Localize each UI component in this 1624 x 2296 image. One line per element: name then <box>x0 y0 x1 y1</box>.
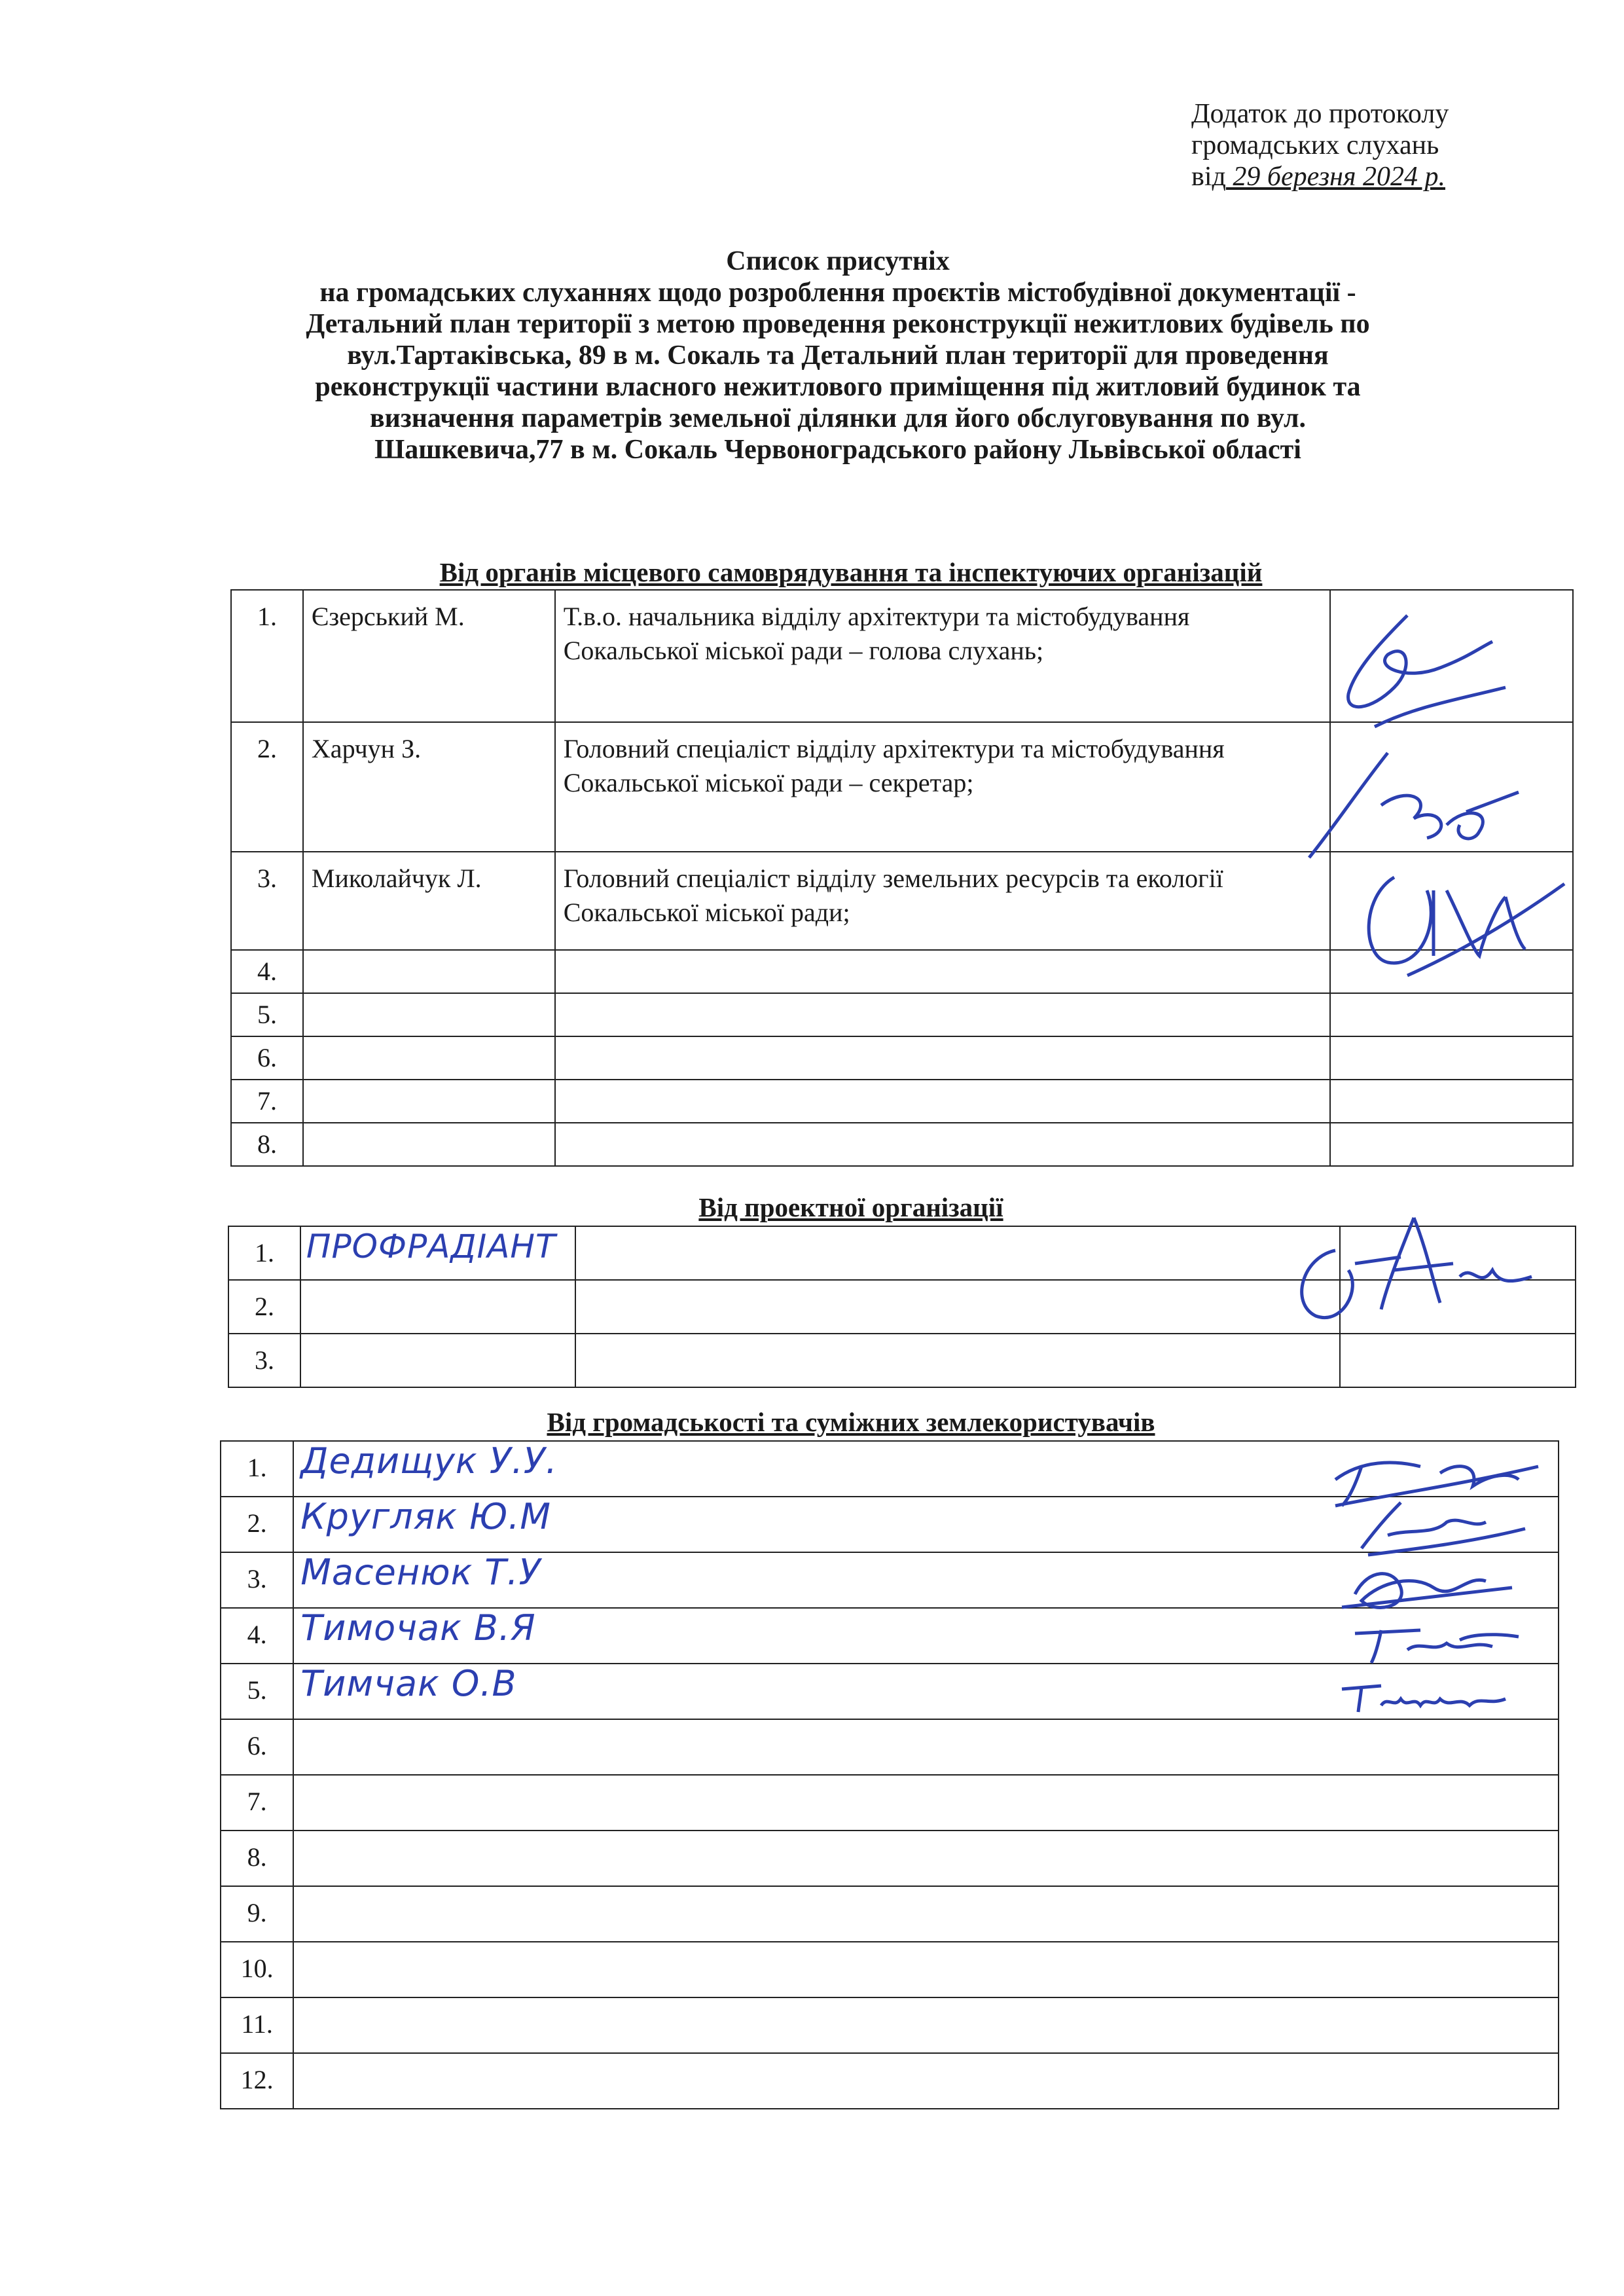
title-line-3: Детальний план території з метою проведення реконструкції нежитлових будівель по <box>306 309 1370 339</box>
attendee-name: Харчун З. <box>303 722 555 852</box>
row-number: 1. <box>231 590 303 722</box>
title-line-6: визначення параметрів земельної ділянки для його обслуговування по вул. <box>369 403 1307 433</box>
attendee-name <box>303 950 555 993</box>
attendee-name <box>300 1334 575 1387</box>
signature-kruhlyak <box>1342 1496 1538 1561</box>
handwritten-name: Кругляк Ю.М <box>300 1496 552 1537</box>
row-number: 7. <box>221 1775 293 1831</box>
handwritten-name: Дедищук У.У. <box>300 1440 558 1482</box>
table-row <box>221 1997 1559 2053</box>
signature-masenyuk <box>1329 1555 1525 1617</box>
header-date: 29 березня 2024 р. <box>1225 162 1445 192</box>
title-line-1: Список присутніх <box>726 246 950 276</box>
table-row <box>221 1886 1559 1942</box>
title-line-7: Шашкевича,77 в м. Сокаль Червоноградського району Львівської області <box>374 435 1301 465</box>
attendee-position <box>555 1036 1331 1080</box>
row-number: 9. <box>221 1886 293 1942</box>
document-title <box>216 246 1460 465</box>
table-row <box>231 993 1573 1036</box>
signature-design-org <box>1283 1192 1545 1336</box>
table-row <box>221 1942 1559 1997</box>
attendee-name <box>293 1997 1559 2053</box>
row-number: 3. <box>231 852 303 950</box>
attendee-name <box>293 2053 1559 2109</box>
attendee-name: Миколайчук Л. <box>303 852 555 950</box>
attendee-name <box>303 1080 555 1123</box>
signature-cell <box>1330 1123 1573 1166</box>
handwritten-name: Масенюк Т.У <box>300 1552 541 1593</box>
header-line-3 <box>1191 161 1449 192</box>
row-number: 5. <box>231 993 303 1036</box>
header-line-1: Додаток до протоколу <box>1191 99 1449 129</box>
section-3-heading: Від громадськості та суміжних землекористувачів <box>547 1407 1155 1437</box>
position-cell <box>575 1280 1341 1334</box>
signature-cell <box>1330 1080 1573 1123</box>
handwritten-name: Тимочак В.Я <box>300 1607 536 1649</box>
table-row <box>221 2053 1559 2109</box>
attendee-position <box>555 950 1331 993</box>
attendee-name <box>293 1942 1559 1997</box>
row-number: 1. <box>221 1441 293 1497</box>
position-cell <box>575 1334 1341 1387</box>
attendee-position: Головний спеціаліст відділу архітектури та містобудування Сокальської міської ради – секретар; <box>555 722 1331 852</box>
table-row <box>231 1080 1573 1123</box>
table-row <box>221 1831 1559 1886</box>
attendee-name <box>303 1036 555 1080</box>
attendee-name <box>293 1831 1559 1886</box>
signature-tymochak-v <box>1342 1614 1525 1669</box>
table-row <box>231 1036 1573 1080</box>
attendee-position <box>555 1123 1331 1166</box>
header-date-prefix: від <box>1191 162 1226 192</box>
attendee-position <box>555 993 1331 1036</box>
row-number: 10. <box>221 1942 293 1997</box>
signature-cell <box>1330 1036 1573 1080</box>
attendee-name <box>293 1719 1559 1775</box>
attendee-name <box>303 1123 555 1166</box>
row-number: 6. <box>231 1036 303 1080</box>
row-number: 6. <box>221 1719 293 1775</box>
signature-cell <box>1330 993 1573 1036</box>
row-number: 3. <box>228 1334 300 1387</box>
attendee-position: Головний спеціаліст відділу земельних ресурсів та екології Сокальської міської ради; <box>555 852 1331 950</box>
handwritten-name: Тимчак О.В <box>300 1663 517 1704</box>
handwritten-name: ПРОФРАДІАНТ <box>306 1228 556 1266</box>
row-number: 8. <box>231 1123 303 1166</box>
title-line-4: вул.Тартаківська, 89 в м. Сокаль та Детальний план території для проведення <box>347 340 1329 371</box>
row-number: 3. <box>221 1552 293 1608</box>
row-number: 8. <box>221 1831 293 1886</box>
row-number: 2. <box>231 722 303 852</box>
row-number: 4. <box>231 950 303 993</box>
title-line-5: реконструкції частини власного нежитлового приміщення під житловий будинок та <box>315 372 1361 402</box>
row-number: 2. <box>221 1497 293 1552</box>
row-number: 5. <box>221 1664 293 1719</box>
table-row <box>228 1334 1576 1387</box>
row-number: 12. <box>221 2053 293 2109</box>
table-row <box>231 1123 1573 1166</box>
attendee-name <box>293 1775 1559 1831</box>
section-2-heading: Від проектної організації <box>698 1192 1003 1222</box>
row-number: 7. <box>231 1080 303 1123</box>
appendix-header <box>1191 98 1449 192</box>
attendee-position: Т.в.о. начальника відділу архітектури та містобудування Сокальської міської ради – голова слухань; <box>555 590 1331 722</box>
attendee-name <box>300 1280 575 1334</box>
row-number: 11. <box>221 1997 293 2053</box>
section-1-heading: Від органів місцевого самоврядування та інспектуючих організацій <box>439 557 1263 587</box>
row-number: 1. <box>228 1226 300 1280</box>
attendee-name <box>293 1886 1559 1942</box>
signature-cell <box>1340 1334 1576 1387</box>
table-row <box>221 1775 1559 1831</box>
attendee-name: Єзерський М. <box>303 590 555 722</box>
signature-tymchak-o <box>1335 1669 1519 1722</box>
row-number: 2. <box>228 1280 300 1334</box>
title-line-2: на громадських слуханнях щодо розроблення проєктів містобудівної документації - <box>319 278 1356 308</box>
table-row <box>221 1719 1559 1775</box>
position-cell <box>575 1226 1341 1280</box>
signature-mykolaichuk <box>1348 838 1571 995</box>
row-number: 4. <box>221 1608 293 1664</box>
attendee-name <box>303 993 555 1036</box>
attendee-position <box>555 1080 1331 1123</box>
header-line-2: громадських слухань <box>1191 130 1439 160</box>
